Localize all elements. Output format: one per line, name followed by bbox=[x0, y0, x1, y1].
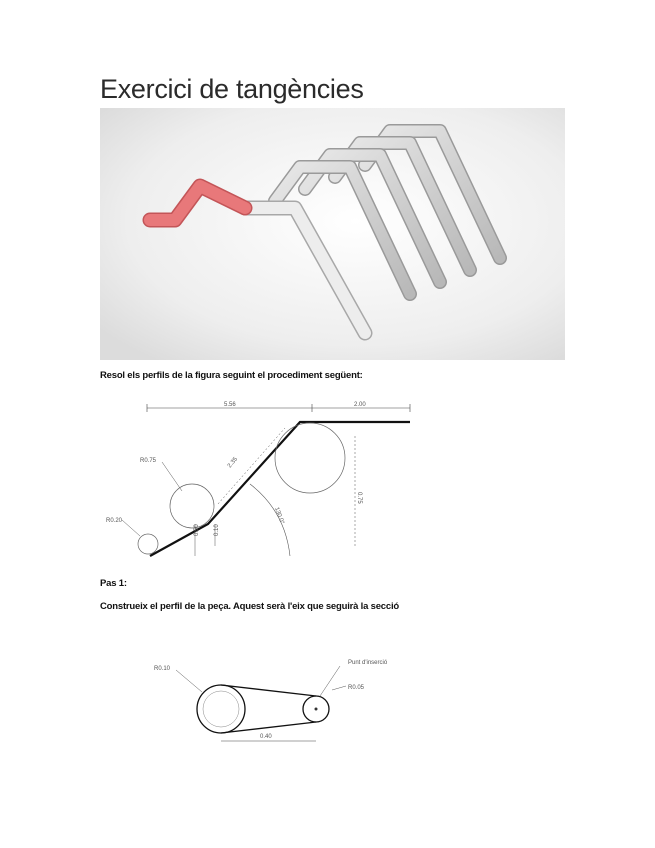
step1-text: Construeix el perfil de la peça. Aquest serà l'eix que seguirà la secció bbox=[100, 601, 400, 612]
dim-radius-mid: R0.75 bbox=[140, 458, 157, 464]
dim-top-right: 2.00 bbox=[354, 402, 366, 408]
rail-render-image bbox=[100, 108, 565, 360]
page-title: Exercici de tangències bbox=[100, 74, 364, 104]
dim-small-1: 0.50 bbox=[194, 524, 200, 536]
dim-vertical: 0.75 bbox=[356, 492, 362, 504]
label-insertion-point: Punt d'inserció bbox=[348, 660, 388, 666]
dim-radius-small: R0.20 bbox=[106, 518, 123, 524]
dim-left-radius: R0.10 bbox=[154, 666, 171, 672]
step1-heading: Pas 1: bbox=[100, 578, 127, 589]
dim-length: 0.40 bbox=[260, 734, 272, 740]
dim-small-2: 0.10 bbox=[214, 524, 220, 536]
section-diagram bbox=[150, 652, 388, 747]
dim-diag: 2.35 bbox=[226, 456, 240, 470]
dim-top-left: 5.56 bbox=[224, 402, 236, 408]
intro-text: Resol els perfils de la figura seguint el procediment següent: bbox=[100, 370, 363, 381]
dim-right-radius: R0.05 bbox=[348, 685, 365, 691]
dim-arc: 130.0° bbox=[273, 506, 285, 526]
profile-diagram bbox=[100, 396, 420, 566]
